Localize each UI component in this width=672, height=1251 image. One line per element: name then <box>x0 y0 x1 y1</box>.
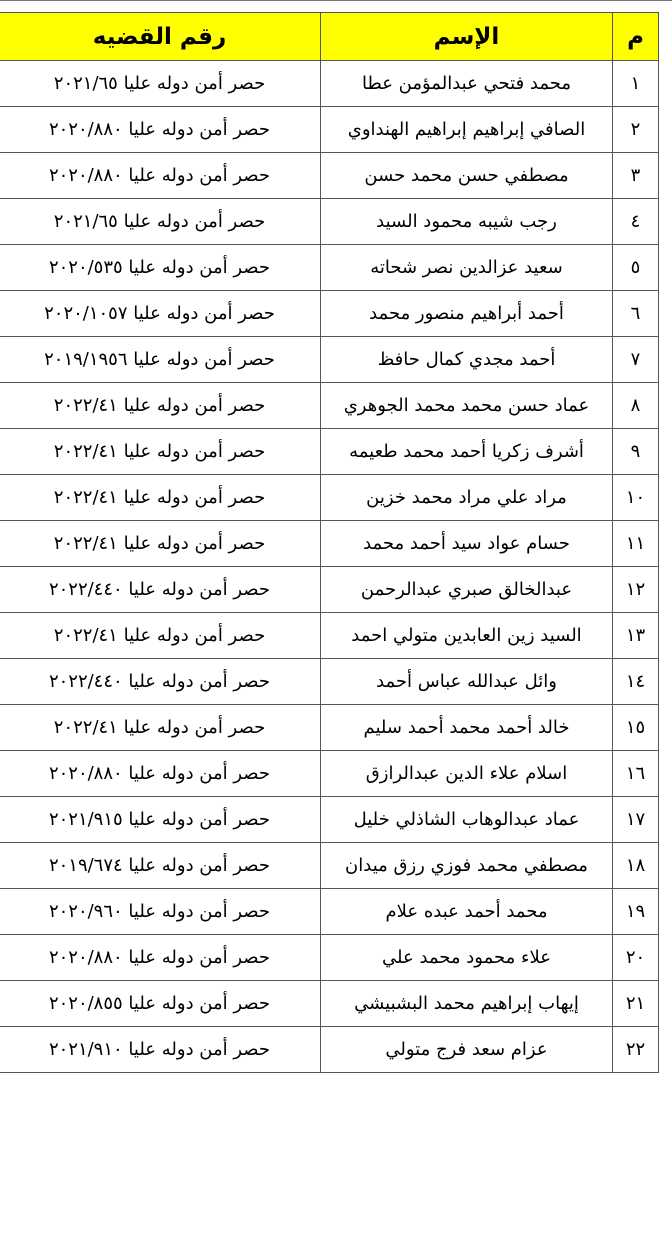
row-case-number: حصر أمن دوله عليا ٢٠٢٠/٨٨٠ <box>0 751 321 797</box>
table-row <box>0 751 659 797</box>
table-row <box>0 613 659 659</box>
row-name: علاء محمود محمد علي <box>321 935 613 981</box>
row-case-number: حصر أمن دوله عليا ٢٠٢١/٩١٠ <box>0 1027 321 1073</box>
header-case: رقم القضيه <box>0 13 321 61</box>
row-number: ١٦ <box>613 751 659 797</box>
row-name: إيهاب إبراهيم محمد البشبيشي <box>321 981 613 1027</box>
row-name: مصطفي محمد فوزي رزق ميدان <box>321 843 613 889</box>
row-name: حسام عواد سيد أحمد محمد <box>321 521 613 567</box>
row-case-number: حصر أمن دوله عليا ٢٠١٩/٦٧٤ <box>0 843 321 889</box>
row-number: ١٣ <box>613 613 659 659</box>
row-number: ٩ <box>613 429 659 475</box>
table-row <box>0 245 659 291</box>
row-number: ١١ <box>613 521 659 567</box>
table-row <box>0 705 659 751</box>
row-number: ١٩ <box>613 889 659 935</box>
table-row <box>0 291 659 337</box>
table-row <box>0 659 659 705</box>
row-number: ١٨ <box>613 843 659 889</box>
row-name: أحمد أبراهيم منصور محمد <box>321 291 613 337</box>
row-case-number: حصر أمن دوله عليا ٢٠٢٠/٨٥٥ <box>0 981 321 1027</box>
row-case-number: حصر أمن دوله عليا ٢٠٢١/٦٥ <box>0 199 321 245</box>
row-name: رجب شيبه محمود السيد <box>321 199 613 245</box>
row-name: مصطفي حسن محمد حسن <box>321 153 613 199</box>
row-case-number: حصر أمن دوله عليا ٢٠٢٠/٥٣٥ <box>0 245 321 291</box>
row-number: ١ <box>613 61 659 107</box>
row-name: عماد حسن محمد محمد الجوهري <box>321 383 613 429</box>
row-case-number: حصر أمن دوله عليا ٢٠٢٠/٨٨٠ <box>0 107 321 153</box>
table-row <box>0 1027 659 1073</box>
top-divider <box>0 0 672 1</box>
row-number: ٢٢ <box>613 1027 659 1073</box>
table-row <box>0 337 659 383</box>
row-number: ٦ <box>613 291 659 337</box>
row-case-number: حصر أمن دوله عليا ٢٠٢٢/٤١ <box>0 521 321 567</box>
row-number: ٧ <box>613 337 659 383</box>
table-row <box>0 383 659 429</box>
row-case-number: حصر أمن دوله عليا ٢٠٢٢/٤١ <box>0 429 321 475</box>
row-name: أحمد مجدي كمال حافظ <box>321 337 613 383</box>
row-number: ١٢ <box>613 567 659 613</box>
row-case-number: حصر أمن دوله عليا ٢٠٢٠/٨٨٠ <box>0 153 321 199</box>
table-row <box>0 797 659 843</box>
row-number: ٢٠ <box>613 935 659 981</box>
table-row <box>0 199 659 245</box>
row-name: الصافي إبراهيم إبراهيم الهنداوي <box>321 107 613 153</box>
table-row <box>0 475 659 521</box>
table-row <box>0 61 659 107</box>
row-name: اسلام علاء الدين عبدالرازق <box>321 751 613 797</box>
row-name: محمد أحمد عبده علام <box>321 889 613 935</box>
row-name: أشرف زكريا أحمد محمد طعيمه <box>321 429 613 475</box>
row-name: محمد فتحي عبدالمؤمن عطا <box>321 61 613 107</box>
row-number: ٨ <box>613 383 659 429</box>
row-case-number: حصر أمن دوله عليا ٢٠٢٠/٨٨٠ <box>0 935 321 981</box>
row-case-number: حصر أمن دوله عليا ٢٠٢٢/٤١ <box>0 383 321 429</box>
header-name: الإسم <box>321 13 613 61</box>
row-case-number: حصر أمن دوله عليا ٢٠٢١/٦٥ <box>0 61 321 107</box>
row-case-number: حصر أمن دوله عليا ٢٠٢١/٩١٥ <box>0 797 321 843</box>
row-case-number: حصر أمن دوله عليا ٢٠٢٢/٤١ <box>0 475 321 521</box>
row-case-number: حصر أمن دوله عليا ٢٠٢٢/٤٤٠ <box>0 567 321 613</box>
header-num: م <box>613 13 659 61</box>
table-row <box>0 107 659 153</box>
row-number: ٤ <box>613 199 659 245</box>
row-name: وائل عبدالله عباس أحمد <box>321 659 613 705</box>
table-header <box>0 13 659 61</box>
row-number: ٢ <box>613 107 659 153</box>
table-row <box>0 981 659 1027</box>
row-name: عبدالخالق صبري عبدالرحمن <box>321 567 613 613</box>
row-number: ١٠ <box>613 475 659 521</box>
row-name: عماد عبدالوهاب الشاذلي خليل <box>321 797 613 843</box>
table-row <box>0 521 659 567</box>
row-case-number: حصر أمن دوله عليا ٢٠٢٠/٩٦٠ <box>0 889 321 935</box>
row-case-number: حصر أمن دوله عليا ٢٠٢٢/٤١ <box>0 613 321 659</box>
table-row <box>0 567 659 613</box>
row-name: عزام سعد فرج متولي <box>321 1027 613 1073</box>
header-row <box>0 13 659 61</box>
row-number: ١٧ <box>613 797 659 843</box>
table-row <box>0 153 659 199</box>
row-case-number: حصر أمن دوله عليا ٢٠٢٢/٤١ <box>0 705 321 751</box>
row-name: مراد علي مراد محمد خزين <box>321 475 613 521</box>
row-number: ٥ <box>613 245 659 291</box>
cases-table <box>0 12 659 1073</box>
row-number: ١٥ <box>613 705 659 751</box>
row-name: سعيد عزالدين نصر شحاته <box>321 245 613 291</box>
row-name: السيد زين العابدين متولي احمد <box>321 613 613 659</box>
table-row <box>0 889 659 935</box>
row-number: ٣ <box>613 153 659 199</box>
row-case-number: حصر أمن دوله عليا ٢٠٢٢/٤٤٠ <box>0 659 321 705</box>
table-row <box>0 935 659 981</box>
row-case-number: حصر أمن دوله عليا ٢٠٢٠/١٠٥٧ <box>0 291 321 337</box>
table-body <box>0 61 659 1073</box>
row-number: ١٤ <box>613 659 659 705</box>
row-name: خالد أحمد محمد أحمد سليم <box>321 705 613 751</box>
table-row <box>0 429 659 475</box>
table-row <box>0 843 659 889</box>
row-number: ٢١ <box>613 981 659 1027</box>
row-case-number: حصر أمن دوله عليا ٢٠١٩/١٩٥٦ <box>0 337 321 383</box>
